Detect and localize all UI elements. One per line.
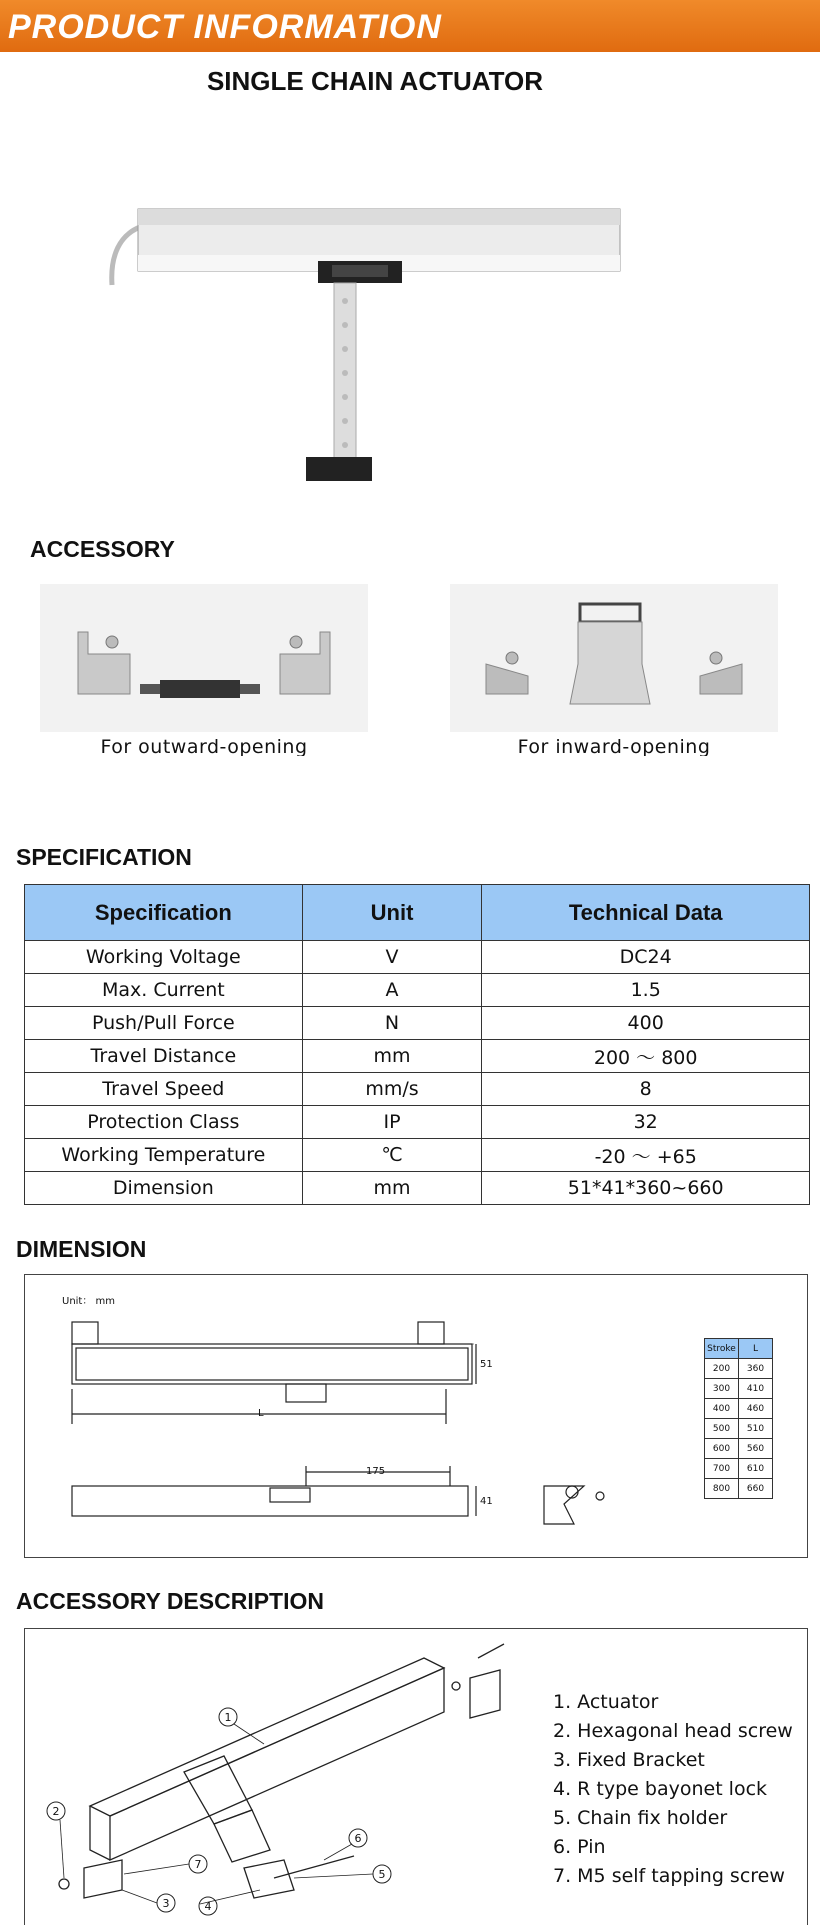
length-cell: 560 <box>739 1439 773 1459</box>
length-cell: 360 <box>739 1359 773 1379</box>
spec-value: 51*41*360~660 <box>482 1172 810 1205</box>
stroke-header: Stroke <box>705 1339 739 1359</box>
stroke-cell: 300 <box>705 1379 739 1399</box>
callout-5: 5 <box>378 1868 386 1881</box>
spec-unit: V <box>302 941 482 974</box>
dimension-heading: DIMENSION <box>16 1236 147 1262</box>
callout-3: 3 <box>162 1897 170 1910</box>
list-item: 7. M5 self tapping screw <box>553 1865 785 1887</box>
spec-unit: A <box>302 974 482 1007</box>
spec-header-specification: Specification <box>25 885 303 941</box>
specification-heading: SPECIFICATION <box>16 844 192 870</box>
callout-7: 7 <box>194 1858 202 1871</box>
inward-accessory-image <box>450 584 778 732</box>
spec-value: -20 ～ +65 <box>482 1139 810 1172</box>
callout-1: 1 <box>224 1711 232 1724</box>
spec-name: Max. Current <box>25 974 303 1007</box>
length-cell: 610 <box>739 1459 773 1479</box>
stroke-cell: 200 <box>705 1359 739 1379</box>
spec-value: DC24 <box>482 941 810 974</box>
length-header: L <box>739 1339 773 1359</box>
list-item: 3. Fixed Bracket <box>553 1749 705 1771</box>
table-row <box>25 941 810 974</box>
stroke-cell: 500 <box>705 1419 739 1439</box>
table-row <box>25 1073 810 1106</box>
accessory-description-list <box>553 1688 793 1891</box>
spec-header-technical-data: Technical Data <box>482 885 810 941</box>
dimension-drawing <box>24 1274 808 1558</box>
table-row <box>25 974 810 1007</box>
spec-value: 200 ～ 800 <box>482 1040 810 1073</box>
table-row <box>705 1399 773 1419</box>
actuator-product-image <box>100 195 640 495</box>
table-row <box>25 1139 810 1172</box>
spec-unit: IP <box>302 1106 482 1139</box>
spec-unit: ℃ <box>302 1139 482 1172</box>
table-row <box>25 1106 810 1139</box>
unit-label: Unit： mm <box>62 1296 116 1307</box>
table-row <box>705 1479 773 1499</box>
spec-name: Dimension <box>25 1172 303 1205</box>
table-row <box>705 1439 773 1459</box>
spec-unit: N <box>302 1007 482 1040</box>
list-item: 2. Hexagonal head screw <box>553 1720 793 1742</box>
list-item: 6. Pin <box>553 1836 606 1858</box>
callout-2: 2 <box>52 1805 60 1818</box>
spec-name: Travel Speed <box>25 1073 303 1106</box>
banner-title: PRODUCT INFORMATION <box>8 8 442 46</box>
accessory-description-heading: ACCESSORY DESCRIPTION <box>16 1588 324 1614</box>
spec-name: Working Temperature <box>25 1139 303 1172</box>
outward-accessory-image <box>40 584 368 732</box>
spec-value: 8 <box>482 1073 810 1106</box>
callout-6: 6 <box>354 1832 362 1845</box>
inward-caption: For inward-opening <box>517 736 711 756</box>
length-cell: 460 <box>739 1399 773 1419</box>
stroke-cell: 800 <box>705 1479 739 1499</box>
spec-unit: mm <box>302 1172 482 1205</box>
spec-value: 32 <box>482 1106 810 1139</box>
table-row <box>705 1379 773 1399</box>
spec-name: Protection Class <box>25 1106 303 1139</box>
accessory-exploded-diagram <box>24 1628 544 1925</box>
length-cell: 410 <box>739 1379 773 1399</box>
outward-caption: For outward-opening <box>100 736 308 756</box>
table-row <box>25 1172 810 1205</box>
header-banner <box>0 0 820 52</box>
list-item: 1. Actuator <box>553 1691 659 1713</box>
stroke-length-table <box>704 1338 773 1499</box>
spec-unit: mm <box>302 1040 482 1073</box>
table-row <box>705 1359 773 1379</box>
spec-name: Push/Pull Force <box>25 1007 303 1040</box>
spec-value: 400 <box>482 1007 810 1040</box>
callout-4: 4 <box>204 1900 212 1913</box>
length-dimension-label: L <box>258 1408 264 1419</box>
list-item: 4. R type bayonet lock <box>553 1778 768 1800</box>
height-dimension-label: 51 <box>480 1359 493 1370</box>
table-row <box>705 1419 773 1439</box>
stroke-cell: 600 <box>705 1439 739 1459</box>
offset-dimension-label: 175 <box>366 1466 386 1477</box>
spec-unit: mm/s <box>302 1073 482 1106</box>
spec-name: Working Voltage <box>25 941 303 974</box>
length-cell: 660 <box>739 1479 773 1499</box>
list-item: 5. Chain fix holder <box>553 1807 728 1829</box>
length-cell: 510 <box>739 1419 773 1439</box>
stroke-cell: 400 <box>705 1399 739 1419</box>
table-row <box>25 1007 810 1040</box>
stroke-cell: 700 <box>705 1459 739 1479</box>
spec-header-unit: Unit <box>302 885 482 941</box>
table-row <box>25 1040 810 1073</box>
depth-dimension-label: 41 <box>480 1496 493 1507</box>
accessory-heading: ACCESSORY <box>30 536 175 562</box>
spec-name: Travel Distance <box>25 1040 303 1073</box>
specification-table <box>24 884 810 1205</box>
spec-value: 1.5 <box>482 974 810 1007</box>
table-row <box>705 1459 773 1479</box>
product-title: SINGLE CHAIN ACTUATOR <box>206 66 544 96</box>
